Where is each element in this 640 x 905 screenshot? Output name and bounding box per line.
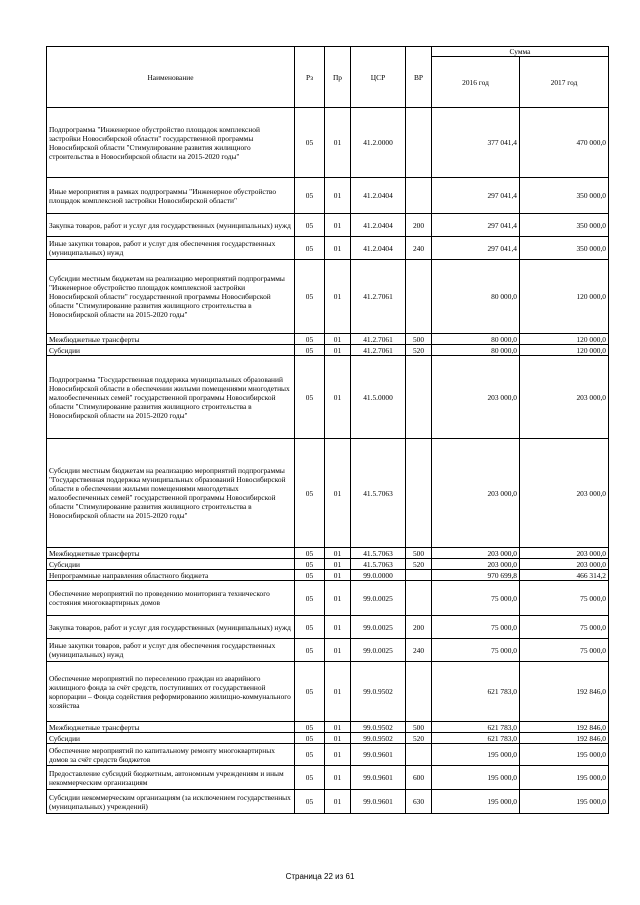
row-csr: 99.0.9502 <box>351 733 406 744</box>
row-amount-2017: 192 846,0 <box>520 722 609 733</box>
row-vr: 240 <box>406 237 432 260</box>
row-vr <box>406 581 432 616</box>
row-amount-2017: 75 000,0 <box>520 639 609 662</box>
row-rz: 05 <box>295 439 325 548</box>
row-name: Подпрограмма "Инженерное обустройство площадок комплексной застройки Новосибирской области" государственной программы Новосибирской области "Стимулирование развития жилищного строительства в Новосибирской области на 2015-2020 годы" <box>47 108 295 178</box>
row-name: Субсидии <box>47 345 295 356</box>
row-rz: 05 <box>295 548 325 559</box>
row-rz: 05 <box>295 733 325 744</box>
row-pr: 01 <box>325 662 351 722</box>
table-row <box>47 548 609 559</box>
row-amount-2016: 621 783,0 <box>432 722 520 733</box>
row-vr <box>406 744 432 766</box>
row-amount-2016: 297 041,4 <box>432 178 520 214</box>
table-row <box>47 581 609 616</box>
table-row <box>47 439 609 548</box>
header-rz: Рз <box>295 47 325 108</box>
row-amount-2016: 621 783,0 <box>432 662 520 722</box>
row-csr: 41.2.7061 <box>351 345 406 356</box>
row-rz: 05 <box>295 237 325 260</box>
row-amount-2017: 350 000,0 <box>520 214 609 237</box>
row-name: Субсидии <box>47 559 295 570</box>
row-vr <box>406 260 432 334</box>
table-body <box>47 108 609 814</box>
row-pr: 01 <box>325 616 351 639</box>
row-csr: 99.0.9502 <box>351 662 406 722</box>
row-csr: 41.2.0404 <box>351 237 406 260</box>
row-vr: 500 <box>406 334 432 345</box>
row-pr: 01 <box>325 237 351 260</box>
row-rz: 05 <box>295 334 325 345</box>
table-row <box>47 108 609 178</box>
row-pr: 01 <box>325 108 351 178</box>
row-vr: 500 <box>406 722 432 733</box>
row-pr: 01 <box>325 790 351 814</box>
row-csr: 41.2.0404 <box>351 214 406 237</box>
row-vr <box>406 439 432 548</box>
row-amount-2017: 350 000,0 <box>520 178 609 214</box>
header-pr: Пр <box>325 47 351 108</box>
table-row <box>47 570 609 581</box>
row-amount-2016: 80 000,0 <box>432 260 520 334</box>
row-amount-2017: 195 000,0 <box>520 766 609 790</box>
row-name: Межбюджетные трансферты <box>47 334 295 345</box>
row-pr: 01 <box>325 356 351 439</box>
row-name: Обеспечение мероприятий по проведению мониторинга технического состояния многоквартирных домов <box>47 581 295 616</box>
row-amount-2016: 297 041,4 <box>432 214 520 237</box>
row-amount-2016: 195 000,0 <box>432 766 520 790</box>
row-rz: 05 <box>295 214 325 237</box>
row-amount-2017: 120 000,0 <box>520 345 609 356</box>
row-pr: 01 <box>325 766 351 790</box>
row-rz: 05 <box>295 616 325 639</box>
row-vr <box>406 178 432 214</box>
row-rz: 05 <box>295 744 325 766</box>
row-pr: 01 <box>325 733 351 744</box>
row-pr: 01 <box>325 345 351 356</box>
row-csr: 41.5.7063 <box>351 548 406 559</box>
table-row <box>47 237 609 260</box>
row-amount-2017: 350 000,0 <box>520 237 609 260</box>
row-amount-2016: 203 000,0 <box>432 559 520 570</box>
row-pr: 01 <box>325 559 351 570</box>
row-rz: 05 <box>295 766 325 790</box>
row-amount-2016: 75 000,0 <box>432 639 520 662</box>
row-vr: 520 <box>406 733 432 744</box>
row-csr: 99.0.9601 <box>351 744 406 766</box>
row-pr: 01 <box>325 214 351 237</box>
row-amount-2016: 203 000,0 <box>432 439 520 548</box>
row-vr <box>406 356 432 439</box>
row-rz: 05 <box>295 662 325 722</box>
row-amount-2016: 195 000,0 <box>432 790 520 814</box>
row-rz: 05 <box>295 260 325 334</box>
row-rz: 05 <box>295 639 325 662</box>
row-csr: 99.0.9601 <box>351 766 406 790</box>
row-csr: 41.5.7063 <box>351 439 406 548</box>
row-pr: 01 <box>325 260 351 334</box>
row-csr: 99.0.9601 <box>351 790 406 814</box>
row-csr: 41.2.0404 <box>351 178 406 214</box>
header-vr: ВР <box>406 47 432 108</box>
row-name: Предоставление субсидий бюджетным, автономным учреждениям и иным некоммерческим организациям <box>47 766 295 790</box>
row-amount-2017: 203 000,0 <box>520 559 609 570</box>
table-row <box>47 722 609 733</box>
row-amount-2016: 297 041,4 <box>432 237 520 260</box>
row-vr: 630 <box>406 790 432 814</box>
row-csr: 41.2.7061 <box>351 334 406 345</box>
row-amount-2017: 75 000,0 <box>520 616 609 639</box>
row-amount-2017: 195 000,0 <box>520 744 609 766</box>
row-vr <box>406 662 432 722</box>
row-pr: 01 <box>325 639 351 662</box>
table-row <box>47 616 609 639</box>
row-amount-2016: 203 000,0 <box>432 548 520 559</box>
row-name: Субсидии некоммерческим организациям (за исключением государственных (муниципальных) учреждений) <box>47 790 295 814</box>
row-csr: 99.0.0000 <box>351 570 406 581</box>
row-csr: 41.2.7061 <box>351 260 406 334</box>
row-name: Подпрограмма "Государственная поддержка муниципальных образований Новосибирской области в обеспечении жилыми помещениями многодетных малообеспеченных семей" государственной программы Новосибирской области "Стимулирование развития жилищного строительства в Новосибирской области на 2015-2020 годы" <box>47 356 295 439</box>
row-rz: 05 <box>295 559 325 570</box>
row-pr: 01 <box>325 744 351 766</box>
row-name: Межбюджетные трансферты <box>47 548 295 559</box>
row-amount-2016: 195 000,0 <box>432 744 520 766</box>
table-row <box>47 214 609 237</box>
row-pr: 01 <box>325 439 351 548</box>
table-row <box>47 733 609 744</box>
row-name: Межбюджетные трансферты <box>47 722 295 733</box>
row-amount-2017: 203 000,0 <box>520 548 609 559</box>
row-amount-2016: 75 000,0 <box>432 581 520 616</box>
row-csr: 99.0.0025 <box>351 639 406 662</box>
row-pr: 01 <box>325 722 351 733</box>
row-amount-2016: 377 041,4 <box>432 108 520 178</box>
row-csr: 41.5.7063 <box>351 559 406 570</box>
table-row <box>47 356 609 439</box>
table-row <box>47 766 609 790</box>
row-name: Иные мероприятия в рамках подпрограммы "Инженерное обустройство площадок комплексной застройки Новосибирской области" <box>47 178 295 214</box>
row-csr: 41.5.0000 <box>351 356 406 439</box>
row-vr: 520 <box>406 345 432 356</box>
table-row <box>47 334 609 345</box>
row-amount-2016: 80 000,0 <box>432 334 520 345</box>
table-row <box>47 345 609 356</box>
table-row <box>47 744 609 766</box>
row-name: Субсидии местным бюджетам на реализацию мероприятий подпрограммы "Государственная поддержка муниципальных образований Новосибирской области в обеспечении жилыми помещениями многодетных малообеспеченных семей" государственной программы Новосибирской области "Стимулирование развития жилищного строительства в Новосибирской области на 2015-2020 годы" <box>47 439 295 548</box>
table-row <box>47 662 609 722</box>
row-pr: 01 <box>325 548 351 559</box>
row-vr <box>406 108 432 178</box>
row-rz: 05 <box>295 570 325 581</box>
table-row <box>47 559 609 570</box>
row-amount-2017: 203 000,0 <box>520 439 609 548</box>
row-name: Иные закупки товаров, работ и услуг для обеспечения государственных (муниципальных) нужд <box>47 237 295 260</box>
row-rz: 05 <box>295 581 325 616</box>
row-amount-2016: 970 699,8 <box>432 570 520 581</box>
row-name: Закупка товаров, работ и услуг для государственных (муниципальных) нужд <box>47 214 295 237</box>
row-pr: 01 <box>325 178 351 214</box>
row-amount-2017: 192 846,0 <box>520 733 609 744</box>
row-amount-2017: 120 000,0 <box>520 260 609 334</box>
budget-table <box>46 46 609 814</box>
row-amount-2017: 203 000,0 <box>520 356 609 439</box>
header-csr: ЦСР <box>351 47 406 108</box>
table-row <box>47 260 609 334</box>
row-pr: 01 <box>325 570 351 581</box>
row-name: Иные закупки товаров, работ и услуг для обеспечения государственных (муниципальных) нужд <box>47 639 295 662</box>
row-name: Обеспечение мероприятий по переселению граждан из аварийного жилищного фонда за счёт средств, поступивших от государственной корпорации – Фонда содействия реформированию жилищно-коммунального хозяйства <box>47 662 295 722</box>
row-vr: 200 <box>406 214 432 237</box>
row-amount-2017: 120 000,0 <box>520 334 609 345</box>
row-vr: 500 <box>406 548 432 559</box>
row-rz: 05 <box>295 108 325 178</box>
row-name: Непрограммные направления областного бюджета <box>47 570 295 581</box>
row-name: Субсидии <box>47 733 295 744</box>
row-rz: 05 <box>295 178 325 214</box>
row-csr: 99.0.0025 <box>351 616 406 639</box>
row-csr: 41.2.0000 <box>351 108 406 178</box>
row-pr: 01 <box>325 334 351 345</box>
table-row <box>47 790 609 814</box>
row-amount-2017: 466 314,2 <box>520 570 609 581</box>
table-row <box>47 178 609 214</box>
row-amount-2017: 75 000,0 <box>520 581 609 616</box>
row-amount-2017: 195 000,0 <box>520 790 609 814</box>
row-csr: 99.0.9502 <box>351 722 406 733</box>
header-year-2016: 2016 год <box>432 57 520 108</box>
table-row <box>47 639 609 662</box>
header-name: Наименование <box>47 47 295 108</box>
row-vr: 240 <box>406 639 432 662</box>
row-vr: 200 <box>406 616 432 639</box>
row-vr <box>406 570 432 581</box>
row-amount-2016: 75 000,0 <box>432 616 520 639</box>
row-rz: 05 <box>295 722 325 733</box>
row-rz: 05 <box>295 345 325 356</box>
row-csr: 99.0.0025 <box>351 581 406 616</box>
row-amount-2017: 470 000,0 <box>520 108 609 178</box>
page-number: Страница 22 из 61 <box>285 872 355 881</box>
row-vr: 520 <box>406 559 432 570</box>
row-name: Закупка товаров, работ и услуг для государственных (муниципальных) нужд <box>47 616 295 639</box>
row-amount-2017: 192 846,0 <box>520 662 609 722</box>
row-name: Субсидии местным бюджетам на реализацию мероприятий подпрограммы "Инженерное обустройство площадок комплексной застройки Новосибирской области" государственной программы Новосибирской области "Стимулирование развития жилищного строительства в Новосибирской области на 2015-2020 годы" <box>47 260 295 334</box>
row-name: Обеспечение мероприятий по капитальному ремонту многоквартирных домов за счёт средств бюджетов <box>47 744 295 766</box>
row-rz: 05 <box>295 356 325 439</box>
row-amount-2016: 80 000,0 <box>432 345 520 356</box>
row-amount-2016: 203 000,0 <box>432 356 520 439</box>
row-vr: 600 <box>406 766 432 790</box>
row-pr: 01 <box>325 581 351 616</box>
row-amount-2016: 621 783,0 <box>432 733 520 744</box>
row-rz: 05 <box>295 790 325 814</box>
header-sum: Сумма <box>432 47 609 57</box>
header-year-2017: 2017 год <box>520 57 609 108</box>
